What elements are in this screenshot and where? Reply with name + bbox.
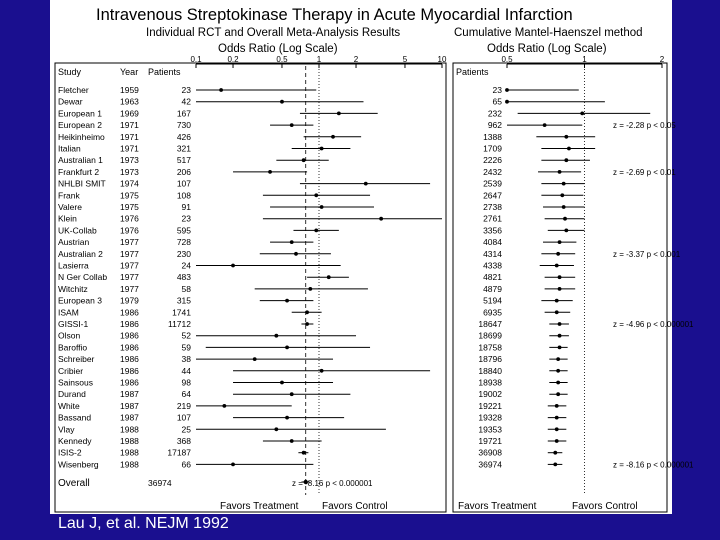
study-year-label: 1986 — [120, 377, 139, 388]
study-point-estimate — [285, 416, 289, 420]
study-year-label: 1986 — [120, 354, 139, 365]
study-year-label: 1963 — [120, 96, 139, 107]
study-patients-label: 483 — [176, 272, 191, 283]
study-point-estimate — [320, 205, 324, 209]
study-name-label: Fletcher — [58, 85, 89, 95]
cumulative-patients-label: 4314 — [483, 248, 502, 259]
overall-z-text: z = -8.16 p < 0.000001 — [292, 479, 373, 488]
study-point-estimate — [285, 299, 289, 303]
study-point-estimate — [320, 369, 324, 373]
study-name-label: Olson — [58, 330, 81, 341]
study-point-estimate — [327, 275, 331, 279]
study-point-estimate — [302, 158, 306, 162]
study-year-label: 1977 — [120, 248, 139, 259]
study-name-label: NHLBI SMIT — [58, 178, 106, 189]
study-point-estimate — [280, 100, 284, 104]
cumulative-patients-label: 18647 — [478, 319, 502, 329]
right-axis-label: Odds Ratio (Log Scale) — [487, 43, 607, 55]
study-year-label: 1969 — [120, 108, 139, 119]
cumulative-patients-label: 19353 — [478, 424, 502, 435]
study-point-estimate — [274, 334, 278, 338]
cumulative-point-estimate — [555, 416, 559, 420]
study-year-label: 1974 — [120, 178, 139, 189]
cumulative-patients-label: 2647 — [483, 190, 502, 201]
overall-patients: 36974 — [148, 478, 172, 488]
study-year-label: 1977 — [120, 283, 139, 294]
left-tick-label: 0.2 — [227, 55, 239, 64]
study-point-estimate — [294, 252, 298, 256]
cumulative-point-estimate — [558, 170, 562, 174]
study-point-estimate — [231, 264, 235, 268]
study-name-label: N Ger Collab — [58, 272, 108, 283]
study-year-label: 1973 — [120, 155, 139, 166]
cumulative-patients-label: 18840 — [478, 365, 502, 376]
study-year-label: 1986 — [120, 319, 139, 329]
cumulative-point-estimate — [564, 229, 568, 233]
study-point-estimate — [219, 88, 223, 92]
cumulative-patients-label: 2761 — [483, 213, 502, 224]
study-year-label: 1977 — [120, 237, 139, 248]
study-patients-label: 108 — [176, 190, 191, 201]
cumulative-point-estimate — [543, 123, 547, 127]
right-tick-label: 0.5 — [501, 55, 513, 64]
study-point-estimate — [302, 451, 306, 455]
study-year-label: 1986 — [120, 365, 139, 376]
cumulative-patients-label: 4338 — [483, 260, 502, 271]
cumulative-point-estimate — [567, 147, 571, 151]
left-plot-area — [58, 55, 447, 495]
cumulative-patients-label: 36974 — [478, 459, 502, 470]
study-name-label: Cribier — [58, 365, 84, 376]
study-year-label: 1988 — [120, 459, 139, 470]
left-panel-border — [55, 63, 446, 512]
cumulative-point-estimate — [556, 252, 560, 256]
study-patients-label: 59 — [181, 342, 191, 353]
study-name-label: Witchitz — [58, 283, 88, 294]
cumulative-patients-label: 36908 — [478, 447, 502, 458]
cumulative-point-estimate — [556, 357, 560, 361]
right-tick-label: 1 — [582, 55, 587, 64]
study-name-label: Schreiber — [58, 354, 95, 365]
study-patients-label: 17187 — [167, 447, 191, 458]
study-patients-label: 23 — [181, 213, 191, 224]
left-tick-label: 0.5 — [276, 55, 288, 64]
cumulative-point-estimate — [553, 463, 557, 467]
study-point-estimate — [285, 346, 289, 350]
study-year-label: 1959 — [120, 85, 139, 95]
z-statistic-annotation: z = -2.28 p < 0.05 — [613, 121, 676, 131]
study-name-label: Valere — [58, 202, 82, 212]
study-patients-label: 368 — [176, 436, 191, 446]
study-name-label: Frankfurt 2 — [58, 166, 100, 177]
study-patients-label: 23 — [181, 85, 191, 95]
overall-label: Overall — [58, 478, 90, 489]
study-patients-label: 167 — [176, 108, 191, 119]
study-point-estimate — [314, 193, 318, 197]
cumulative-point-estimate — [564, 158, 568, 162]
cumulative-point-estimate — [555, 310, 559, 314]
study-point-estimate — [290, 439, 294, 443]
study-name-label: European 3 — [58, 295, 102, 306]
study-patients-label: 42 — [181, 96, 191, 107]
study-point-estimate — [305, 310, 309, 314]
study-point-estimate — [222, 404, 226, 408]
study-patients-label: 206 — [176, 166, 191, 177]
figure-paper — [50, 0, 694, 514]
cumulative-patients-label: 4821 — [483, 272, 502, 283]
study-name-label: European 1 — [58, 108, 102, 119]
forest-plot-figure — [50, 0, 694, 514]
citation-text: Lau J, et al. NEJM 1992 — [58, 515, 229, 532]
cumulative-point-estimate — [556, 381, 560, 385]
study-patients-label: 66 — [181, 459, 191, 470]
study-name-label: Wisenberg — [58, 459, 99, 470]
right-favors-control: Favors Control — [572, 501, 638, 512]
study-year-label: 1977 — [120, 260, 139, 271]
cumulative-patients-label: 1388 — [483, 131, 502, 142]
study-name-label: Kennedy — [58, 436, 92, 446]
study-patients-label: 91 — [181, 202, 191, 212]
right-favors-treatment: Favors Treatment — [458, 501, 537, 512]
study-patients-label: 38 — [181, 354, 191, 365]
study-point-estimate — [379, 217, 383, 221]
study-point-estimate — [320, 147, 324, 151]
study-name-label: GISSI-1 — [58, 319, 89, 329]
study-year-label: 1975 — [120, 202, 139, 212]
study-point-estimate — [290, 392, 294, 396]
cumulative-point-estimate — [505, 88, 509, 92]
cumulative-point-estimate — [556, 392, 560, 396]
left-tick-label: 1 — [316, 55, 322, 64]
cumulative-point-estimate — [558, 346, 562, 350]
study-year-label: 1987 — [120, 400, 139, 411]
study-name-label: Durand — [58, 389, 86, 400]
cumulative-point-estimate — [556, 369, 560, 373]
study-name-label: Dewar — [58, 96, 83, 107]
cumulative-patients-label: 23 — [492, 85, 502, 95]
cumulative-patients-label: 232 — [487, 108, 502, 119]
cumulative-patients-label: 2539 — [483, 178, 502, 189]
cumulative-point-estimate — [505, 100, 509, 104]
right-plot-area — [478, 55, 694, 495]
z-statistic-annotation: z = -3.37 p < 0.001 — [613, 249, 681, 259]
cumulative-point-estimate — [558, 287, 562, 291]
study-year-label: 1988 — [120, 447, 139, 458]
study-patients-label: 107 — [176, 412, 191, 423]
cumulative-patients-label: 18699 — [478, 330, 502, 341]
study-name-label: Lasierra — [58, 260, 89, 271]
study-patients-label: 107 — [176, 178, 191, 189]
study-point-estimate — [337, 112, 341, 116]
cumulative-patients-label: 2432 — [483, 166, 502, 177]
cumulative-patients-label: 1709 — [483, 143, 502, 154]
cumulative-patients-header: Patients — [456, 67, 489, 77]
left-tick-label: 5 — [402, 55, 408, 64]
study-point-estimate — [290, 123, 294, 127]
cumulative-point-estimate — [558, 322, 562, 326]
cumulative-point-estimate — [562, 205, 566, 209]
cumulative-point-estimate — [558, 334, 562, 338]
study-patients-label: 98 — [181, 377, 191, 388]
study-column-header: Study — [58, 67, 82, 77]
cumulative-patients-label: 19328 — [478, 412, 502, 423]
year-column-header: Year — [120, 67, 139, 77]
right-subtitle: Cumulative Mantel-Haenszel method — [454, 27, 643, 39]
cumulative-patients-label: 19002 — [478, 389, 502, 400]
study-year-label: 1971 — [120, 131, 139, 142]
right-tick-label: 2 — [659, 55, 665, 64]
figure-title: Intravenous Streptokinase Therapy in Acute Myocardial Infarction — [96, 6, 573, 24]
cumulative-patients-label: 18758 — [478, 342, 502, 353]
left-subtitle: Individual RCT and Overall Meta-Analysis Results — [146, 27, 401, 39]
study-point-estimate — [268, 170, 272, 174]
study-name-label: Sainsous — [58, 377, 93, 388]
study-year-label: 1987 — [120, 412, 139, 423]
study-name-label: UK-Collab — [58, 225, 97, 236]
study-patients-label: 321 — [176, 143, 191, 154]
cumulative-point-estimate — [553, 451, 557, 455]
study-year-label: 1971 — [120, 143, 139, 154]
cumulative-point-estimate — [558, 240, 562, 244]
cumulative-patients-label: 19721 — [478, 436, 502, 446]
study-point-estimate — [308, 287, 312, 291]
cumulative-point-estimate — [562, 182, 566, 186]
study-name-label: Italian — [58, 143, 81, 154]
study-year-label: 1987 — [120, 389, 139, 400]
study-year-label: 1971 — [120, 120, 139, 131]
study-point-estimate — [253, 357, 257, 361]
cumulative-point-estimate — [558, 275, 562, 279]
cumulative-point-estimate — [564, 135, 568, 139]
study-year-label: 1988 — [120, 436, 139, 446]
z-statistic-annotation: z = -8.16 p < 0.000001 — [613, 460, 694, 470]
cumulative-patients-label: 65 — [492, 96, 502, 107]
study-name-label: Austrian — [58, 237, 90, 248]
study-point-estimate — [305, 322, 309, 326]
study-year-label: 1986 — [120, 330, 139, 341]
study-name-label: European 2 — [58, 120, 102, 131]
cumulative-patients-label: 6935 — [483, 307, 502, 318]
study-year-label: 1986 — [120, 307, 139, 318]
study-point-estimate — [274, 427, 278, 431]
study-name-label: Klein — [58, 213, 77, 224]
cumulative-patients-label: 18938 — [478, 377, 502, 388]
z-statistic-annotation: z = -2.69 p < 0.01 — [613, 167, 676, 177]
cumulative-patients-label: 962 — [487, 120, 502, 131]
study-patients-label: 730 — [176, 120, 191, 131]
cumulative-point-estimate — [555, 299, 559, 303]
study-name-label: Bassand — [58, 412, 92, 423]
cumulative-point-estimate — [580, 112, 584, 116]
left-favors-control: Favors Control — [322, 501, 388, 512]
study-point-estimate — [290, 240, 294, 244]
study-year-label: 1976 — [120, 225, 139, 236]
study-patients-label: 426 — [176, 131, 191, 142]
study-name-label: Frank — [58, 190, 80, 201]
study-patients-label: 595 — [176, 225, 191, 236]
study-point-estimate — [331, 135, 335, 139]
study-point-estimate — [280, 381, 284, 385]
cumulative-point-estimate — [555, 439, 559, 443]
study-name-label: ISAM — [58, 307, 79, 318]
study-name-label: Vlay — [58, 424, 75, 435]
cumulative-patients-label: 4879 — [483, 283, 502, 294]
study-year-label: 1986 — [120, 342, 139, 353]
study-patients-label: 219 — [176, 400, 191, 411]
study-patients-label: 1741 — [172, 307, 191, 318]
left-tick-label: 2 — [353, 55, 359, 64]
left-favors-treatment: Favors Treatment — [220, 501, 299, 512]
study-year-label: 1976 — [120, 213, 139, 224]
study-patients-label: 64 — [181, 389, 191, 400]
cumulative-point-estimate — [555, 427, 559, 431]
study-year-label: 1975 — [120, 190, 139, 201]
study-patients-label: 728 — [176, 237, 191, 248]
cumulative-point-estimate — [555, 264, 559, 268]
study-year-label: 1979 — [120, 295, 139, 306]
study-patients-label: 517 — [176, 155, 191, 166]
left-tick-label: 10 — [437, 55, 447, 64]
study-year-label: 1973 — [120, 166, 139, 177]
study-point-estimate — [231, 463, 235, 467]
study-name-label: Heikinheimo — [58, 131, 105, 142]
study-name-label: Australian 1 — [58, 155, 103, 166]
study-patients-label: 52 — [181, 330, 191, 341]
cumulative-patients-label: 2738 — [483, 202, 502, 212]
study-patients-label: 24 — [181, 260, 191, 271]
study-patients-label: 230 — [176, 248, 191, 259]
cumulative-patients-label: 19221 — [478, 400, 502, 411]
patients-column-header: Patients — [148, 67, 181, 77]
study-patients-label: 315 — [176, 295, 191, 306]
left-tick-label: 0.1 — [190, 55, 202, 64]
study-year-label: 1977 — [120, 272, 139, 283]
cumulative-patients-label: 18796 — [478, 354, 502, 365]
cumulative-point-estimate — [563, 217, 567, 221]
z-statistic-annotation: z = -4.96 p < 0.000001 — [613, 320, 694, 329]
cumulative-patients-label: 3356 — [483, 225, 502, 236]
study-name-label: White — [58, 400, 80, 411]
cumulative-point-estimate — [560, 193, 564, 197]
cumulative-patients-label: 2226 — [483, 155, 502, 166]
study-patients-label: 11712 — [167, 319, 191, 329]
cumulative-patients-label: 5194 — [483, 295, 502, 306]
cumulative-point-estimate — [555, 404, 559, 408]
study-year-label: 1988 — [120, 424, 139, 435]
study-patients-label: 58 — [181, 283, 191, 294]
study-name-label: ISIS-2 — [58, 447, 82, 458]
study-point-estimate — [314, 229, 318, 233]
study-patients-label: 44 — [181, 365, 191, 376]
cumulative-patients-label: 4084 — [483, 237, 502, 248]
study-name-label: Australian 2 — [58, 248, 103, 259]
study-patients-label: 25 — [181, 424, 191, 435]
study-point-estimate — [364, 182, 368, 186]
left-axis-label: Odds Ratio (Log Scale) — [218, 43, 338, 55]
study-name-label: Baroffio — [58, 342, 88, 353]
